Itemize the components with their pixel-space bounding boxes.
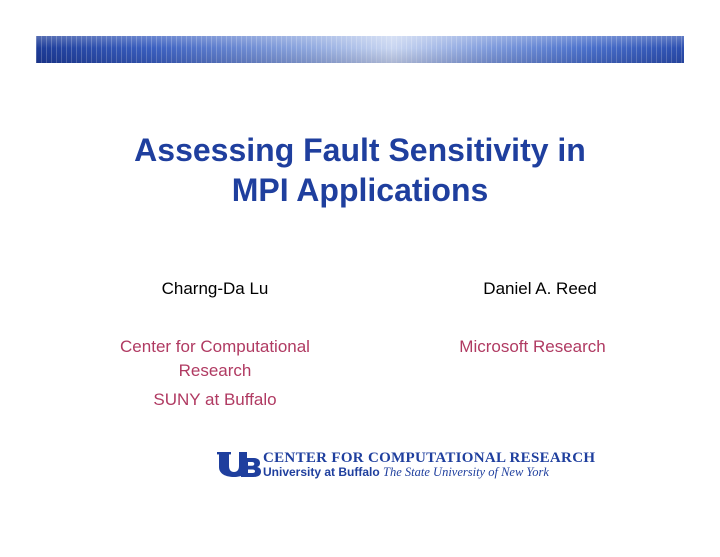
author-left-name: Charng-Da Lu	[161, 279, 269, 298]
header-banner	[36, 36, 684, 63]
affiliation-left-line-3: SUNY at Buffalo	[153, 390, 277, 409]
affiliation-left	[90, 335, 340, 412]
ub-monogram-logo	[217, 450, 261, 478]
affiliation-left-line-1: Center for Computational	[120, 337, 310, 356]
title-line-1: Assessing Fault Sensitivity in	[134, 132, 586, 168]
title-line-2: MPI Applications	[231, 172, 489, 208]
author-right-name: Daniel A. Reed	[483, 279, 597, 298]
logo-ccr-text: CENTER FOR COMPUTATIONAL RESEARCH	[263, 450, 596, 466]
affiliation-right: Microsoft Research	[459, 337, 606, 356]
affiliation-left-line-2: Research	[178, 361, 252, 380]
logo-university: University at Buffalo	[263, 465, 380, 479]
ccr-logo	[217, 450, 596, 480]
logo-state-university: The State University of New York	[383, 465, 549, 479]
slide-title	[60, 130, 660, 210]
logo-university-line	[263, 465, 549, 480]
